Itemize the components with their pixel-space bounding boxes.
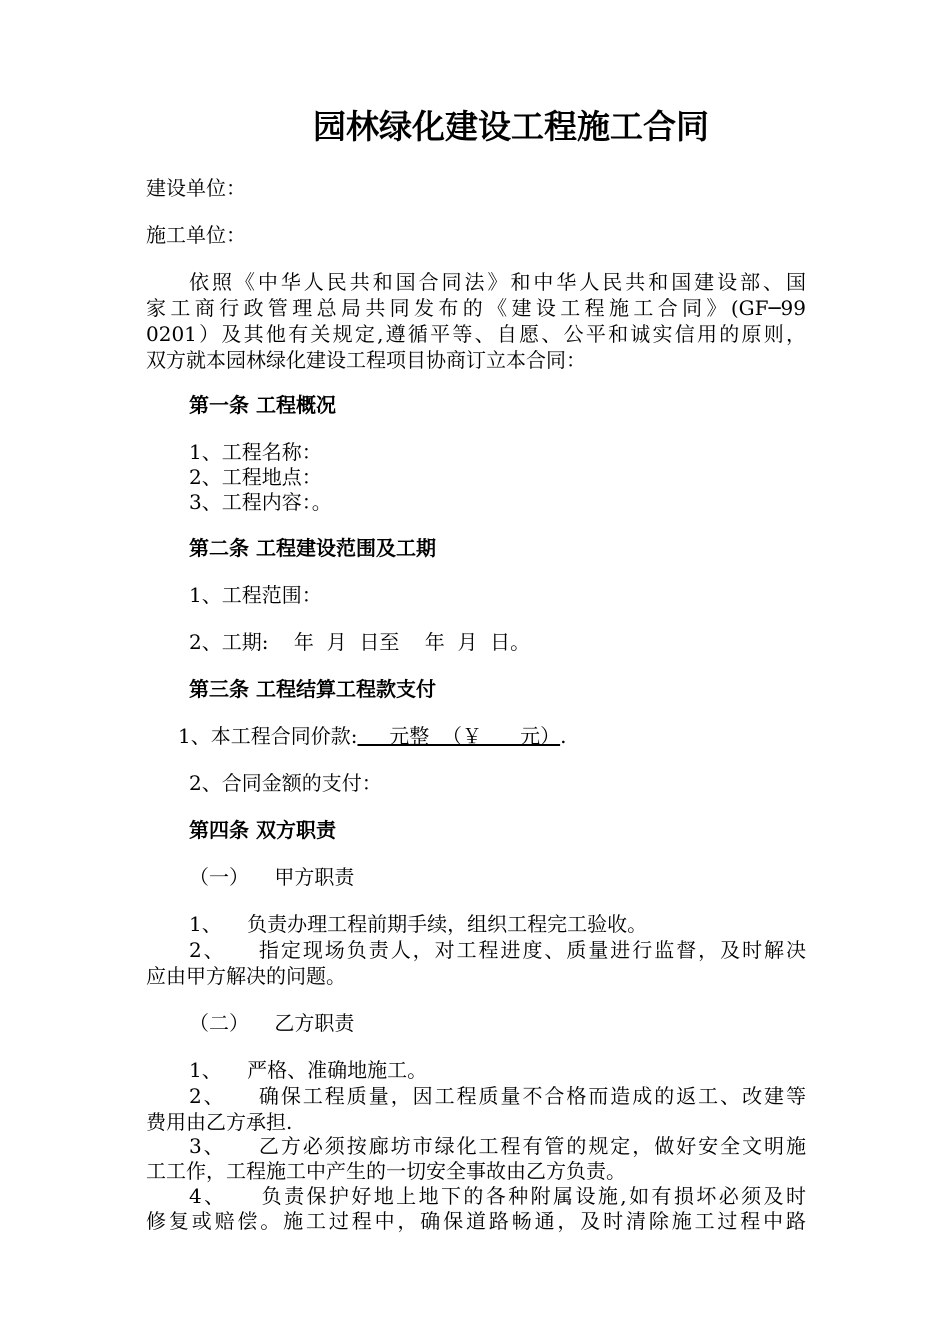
party-b-duties-heading: （二） 乙方职责 [189,1011,355,1035]
party-a-label: 建设单位： [146,176,246,200]
party-b-label: 施工单位： [146,223,246,247]
duty-line: 工工作，工程施工中产生的一切安全事故由乙方负责。 [146,1159,626,1183]
duty-line: 3、 乙方必须按廊坊市绿化工程有管的规定，做好安全文明施 [189,1134,806,1158]
duty-line: 修复或赔偿。施工过程中，确保道路畅通，及时清除施工过程中路 [146,1209,806,1233]
document-title: 园林绿化建设工程施工合同 [313,107,709,146]
price-blank: 元整 （￥ 元） [357,724,561,748]
duty-line: 2、 确保工程质量，因工程质量不合格而造成的返工、改建等 [189,1084,806,1108]
price-label: 1、本工程合同价款: [178,724,358,748]
article-2-period: 2、工期: 年 月 日至 年 月 日。 [189,630,531,654]
duty-line: 1、 严格、准确地施工。 [189,1058,428,1082]
article-3-heading: 第三条 工程结算工程款支付 [189,677,436,701]
intro-line: 0201）及其他有关规定,遵循平等、自愿、公平和诚实信用的原则， [146,322,806,346]
duty-line: 2、 指定现场负责人，对工程进度、质量进行监督，及时解决 [189,938,806,962]
article-2-heading: 第二条 工程建设范围及工期 [189,536,436,560]
article-1-item: 1、工程名称： [189,440,322,464]
article-2-scope: 1、工程范围： [189,583,322,607]
article-1-heading: 第一条 工程概况 [189,393,336,417]
intro-line: 家工商行政管理总局共同发布的《建设工程施工合同》(GF─99 [146,296,806,320]
article-3-payment: 2、合同金额的支付： [189,771,382,795]
article-3-price [178,724,566,748]
party-a-duties-heading: （一） 甲方职责 [189,865,355,889]
article-1-item: 3、工程内容：。 [189,490,332,514]
duty-line: 1、 负责办理工程前期手续，组织工程完工验收。 [189,912,648,936]
duty-line: 应由甲方解决的问题。 [146,964,346,988]
article-1-item: 2、工程地点： [189,465,322,489]
intro-line: 双方就本园林绿化建设工程项目协商订立本合同： [146,348,586,372]
price-suffix: . [560,724,567,748]
duty-line: 费用由乙方承担. [146,1110,293,1134]
intro-line: 依照《中华人民共和国合同法》和中华人民共和国建设部、国 [189,270,806,294]
article-4-heading: 第四条 双方职责 [189,818,336,842]
duty-line: 4、 负责保护好地上地下的各种附属设施,如有损坏必须及时 [189,1184,806,1208]
